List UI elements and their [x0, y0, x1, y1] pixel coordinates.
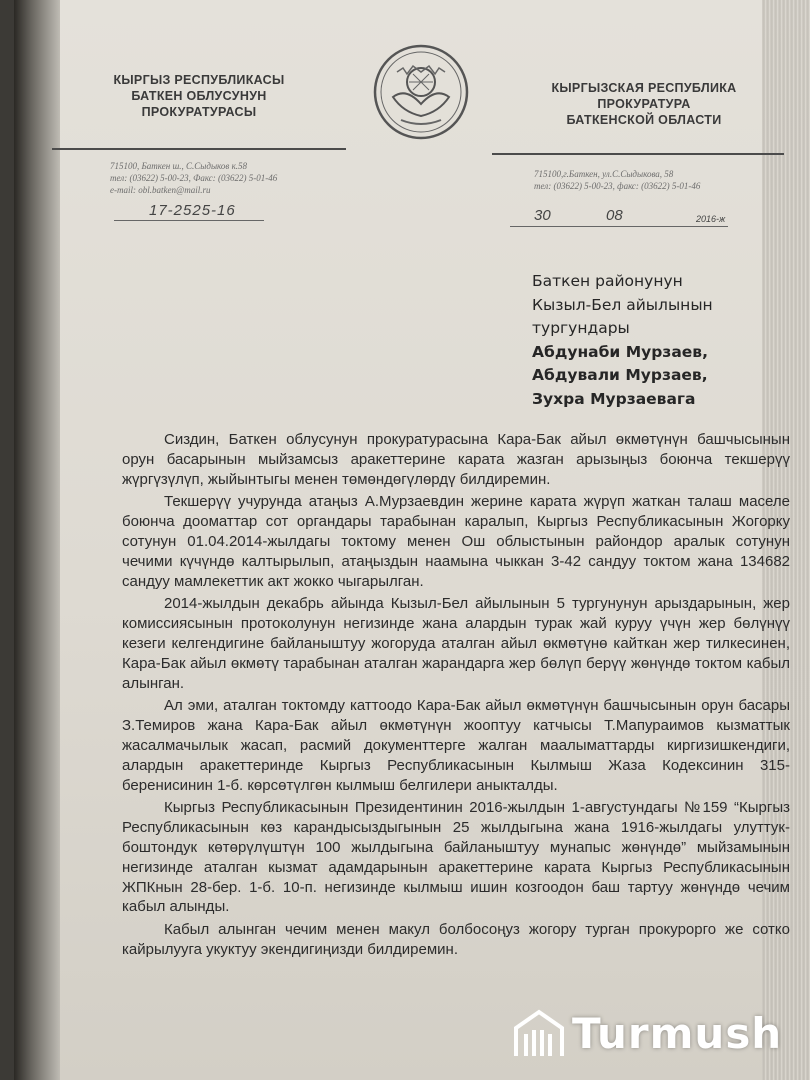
- registration-number: 17-2525-16: [149, 202, 236, 219]
- date-month: 08: [606, 207, 623, 224]
- document-page: [14, 0, 810, 1080]
- date-year: 2016-ж: [696, 214, 726, 224]
- body-paragraph: 2014-жылдын декабрь айында Кызыл-Бел айылынын 5 тургунунун арыздарынын, жер комиссиясынын протоколунун негизинде жана алардын турак жай куруу үчүн жер бөлүнүү кезеги келгендигине байланыштуу жогоруда аталган айыл өкмөтүнө кайткан жер тилкесинен, Кара-Бак айыл өкмөтү тарабынан аталган жарандарга жер бөлүп берүү жөнүндө токтом кабыл алынган.: [122, 595, 790, 692]
- letterhead-line: ПРОКУРАТУРА: [597, 97, 691, 111]
- body-paragraph: Кыргыз Республикасынын Президентинин 2016-жылдын 1-августундагы №159 “Кыргыз Республикасынын көз карандысыздыгынын 25 жылдыгына жана 1916-жылдагы улуттук-боштондук көтөрүлүштүн 100 жылдыгына байланыштуу мунапыс жөнүндө” мыйзамынын негизинде аталган кызмат адамдарынын аракеттерине карата Кыргыз Республикасынын ЖПКнын 28-бер. 1-б. 10-п. негизинде кылмыш ишин козгоодон баш тартуу жөнүндө чечим кабыл алынды.: [122, 799, 790, 916]
- letterhead-line: ПРОКУРАТУРАСЫ: [141, 105, 257, 119]
- watermark-text: Turmush: [572, 1008, 783, 1058]
- header-rule-right: [492, 153, 784, 155]
- recipient-block: [532, 270, 792, 411]
- turmush-watermark: [512, 1002, 782, 1064]
- body-paragraph: Кабыл алынган чечим менен макул болбосоңуз жогору турган прокурорго же сотко кайрылууга укуктуу экендигиңизди билдиремин.: [122, 921, 790, 958]
- letterhead-line: БАТКЕН ОБЛУСУНУН: [131, 89, 267, 103]
- address-line: 715100,г.Баткен, ул.С.Сыдыкова, 58: [534, 169, 674, 179]
- header-rule-left: [52, 148, 346, 150]
- address-right: [534, 168, 700, 192]
- letterhead-line: БАТКЕНСКОЙ ОБЛАСТИ: [566, 113, 722, 127]
- letterhead-russian: [514, 80, 774, 128]
- recipient-line: тургундары: [532, 319, 630, 337]
- letter-body: [122, 430, 790, 963]
- letterhead-line: КЫРГЫЗСКАЯ РЕСПУБЛИКА: [551, 81, 737, 95]
- body-paragraph: Сиздин, Баткен облусунун прокуратурасына Кара-Бак айыл өкмөтүнүн башчысынын орун басарынын мыйзамсыз аракеттерине карата жазган арызыңыз боюнча текшерүү жүргүзүлүп, жыйынтыгы менен төмөндөгүлөрдү билдиремин.: [122, 431, 790, 488]
- date-day: 30: [534, 207, 551, 224]
- turmush-logo-icon: [512, 1006, 566, 1060]
- address-line: тел: (03622) 5-00-23, Факс: (03622) 5-01-46: [110, 173, 278, 183]
- address-line: тел: (03622) 5-00-23, факс: (03622) 5-01-46: [534, 181, 701, 191]
- address-line: 715100, Баткен ш., С.Сыдыков к.58: [110, 161, 248, 171]
- body-paragraph: Ал эми, аталган токтомду каттоодо Кара-Бак айыл өкмөтүнүн башчысынын орун басары З.Темиров жана Кара-Бак айыл өкмөтүнүн жооптуу катчысы Т.Мапураимов кызматтык жасалмачылык жасап, расмий документтерге жалган маалыматтарды киргизишкендиги, алардын аракеттеринде Кыргыз Республикасынын Кылмыш Жаза Кодексинин 315-беренисинин 1-б. көрсөтүлгөн кылмыш белгилери аныкталды.: [122, 697, 790, 794]
- recipient-name: Абдунаби Мурзаев,: [532, 342, 708, 361]
- recipient-name: Зухра Мурзаевага: [532, 389, 696, 408]
- letterhead-kyrgyz: [84, 72, 314, 120]
- scan-shadow-left: [14, 0, 60, 1080]
- recipient-line: Кызыл-Бел айылынын: [532, 295, 713, 314]
- state-emblem-icon: [371, 42, 471, 142]
- letterhead-line: КЫРГЫЗ РЕСПУБЛИКАСЫ: [113, 73, 285, 87]
- address-left: [110, 160, 277, 196]
- recipient-name: Абдували Мурзаев,: [532, 366, 708, 384]
- recipient-line: Баткен районунун: [532, 272, 683, 290]
- reg-number-underline: [114, 220, 264, 221]
- address-line: e-mail: obl.batken@mail.ru: [110, 185, 211, 195]
- body-paragraph: Текшерүү учурунда атаңыз А.Мурзаевдин жерине карата жүрүп жаткан талаш маселе боюнча дооматтар сот органдары тарабынан каралып, Кыргыз Республикасынын Жогорку сотунун 01.04.2014-жылдагы токтому менен Ош облыстынын райондор аралык сотунун чечими күчүндө калтырылып, атаңыздын наамына чыккан 3-42 сандуу токтом жана 134682 сандуу мамлекеттик акт жокко чыгарылган.: [122, 493, 790, 590]
- date-underline: [510, 226, 728, 227]
